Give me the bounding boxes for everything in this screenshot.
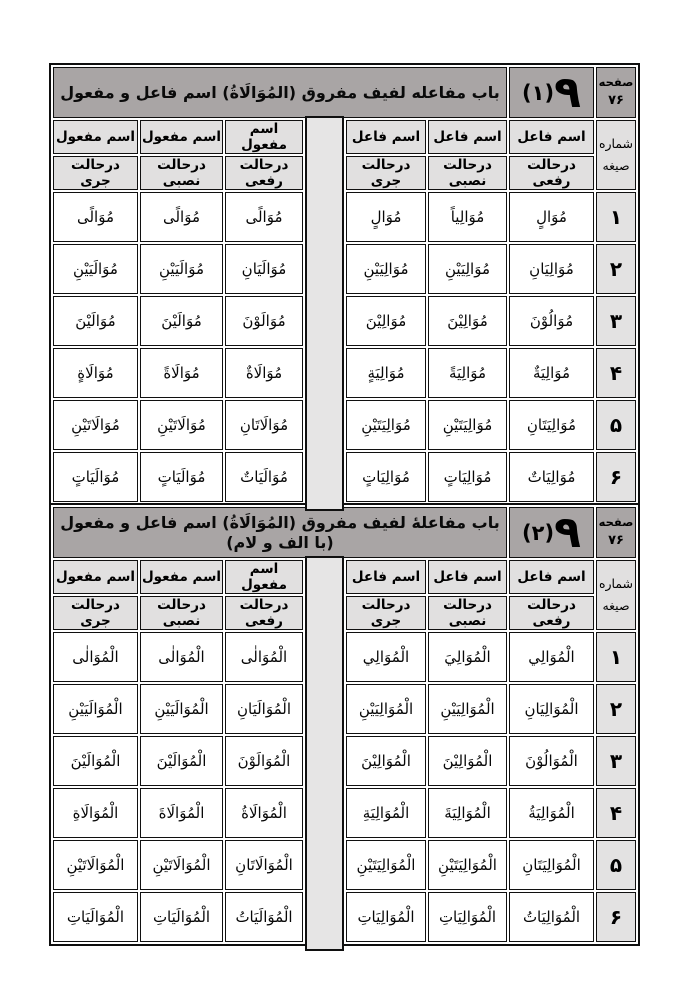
table-row (53, 400, 636, 450)
col-header-mafoul: اسم مفعول (140, 560, 223, 594)
cell-fael-raf: الْمُوَالِي (509, 632, 594, 682)
table-row (53, 892, 636, 942)
cell-mafoul-jarr: مُوَالَيَيْنِ (53, 244, 138, 294)
cell-fael-raf: الْمُوَالِيَتَانِ (509, 840, 594, 890)
row-number: ۳ (596, 736, 636, 786)
cell-fael-jarr: الْمُوَالِيَتَيْنِ (346, 840, 426, 890)
cell-mafoul-nasb: الْمُوَالَيْنَ (140, 736, 223, 786)
cell-mafoul-raf: الْمُوَالَاةُ (225, 788, 303, 838)
cell-mafoul-raf: الْمُوَالَوْنَ (225, 736, 303, 786)
table-row (53, 348, 636, 398)
row-number-header-line2: صيغه (602, 598, 630, 613)
cell-fael-nasb: الْمُوَالِيْنَ (428, 736, 507, 786)
col-header-fael: اسم فاعل (428, 120, 507, 154)
table-row (53, 736, 636, 786)
col-header-mafoul: اسم مفعول (140, 120, 223, 154)
cell-fael-nasb: الْمُوَالِيَ (428, 632, 507, 682)
cell-mafoul-jarr: الْمُوَالَيْنَ (53, 736, 138, 786)
lesson-number-sub: (۲) (522, 520, 555, 545)
table-title: باب مفاعلهٔ لفيف مفروق (المُوَالَاةُ) اسم فاعل و مفعول (با الف و لام) (53, 507, 507, 558)
cell-fael-nasb: الْمُوَالِيَةَ (428, 788, 507, 838)
cell-fael-jarr: الْمُوَالِيَةِ (346, 788, 426, 838)
col-header-fael: اسم فاعل (346, 560, 426, 594)
lesson-number-big: ۹ (554, 66, 581, 118)
cell-mafoul-nasb: الْمُوَالٰى (140, 632, 223, 682)
cell-fael-raf: مُوَالِيَانِ (509, 244, 594, 294)
header-row-group (53, 120, 636, 154)
col-header-mafoul: اسم مفعول (225, 560, 303, 594)
row-number: ۴ (596, 788, 636, 838)
header-row-case (53, 156, 636, 190)
cell-mafoul-raf: مُوَالَاةٌ (225, 348, 303, 398)
cell-mafoul-nasb: الْمُوَالَاةَ (140, 788, 223, 838)
cell-mafoul-jarr: الْمُوَالَاةِ (53, 788, 138, 838)
table-row (53, 452, 636, 502)
cell-fael-jarr: مُوَالِيَيْنِ (346, 244, 426, 294)
col-header-case-raf: درحالت رفعی (509, 596, 594, 630)
cell-mafoul-nasb: الْمُوَالَيَيْنِ (140, 684, 223, 734)
cell-mafoul-jarr: مُوَالَيَاتٍ (53, 452, 138, 502)
table-row (53, 244, 636, 294)
cell-fael-nasb: مُوَالِيْنَ (428, 296, 507, 346)
cell-mafoul-nasb: مُوَالَاةً (140, 348, 223, 398)
col-header-case-jarr: درحالت جری (53, 156, 138, 190)
row-number: ۱ (596, 632, 636, 682)
col-header-mafoul: اسم مفعول (225, 120, 303, 154)
title-row (53, 67, 636, 118)
cell-mafoul-raf: الْمُوَالَيَانِ (225, 684, 303, 734)
cell-mafoul-nasb: الْمُوَالَيَاتِ (140, 892, 223, 942)
col-header-case-nasb: درحالت نصبی (140, 596, 223, 630)
cell-mafoul-jarr: الْمُوَالَاتَيْنِ (53, 840, 138, 890)
row-number-header (596, 120, 636, 190)
row-number-header-line1: شماره (598, 136, 634, 152)
row-number: ۶ (596, 892, 636, 942)
divider-bar (305, 556, 344, 951)
cell-fael-jarr: الْمُوَالِي (346, 632, 426, 682)
row-number: ۵ (596, 400, 636, 450)
cell-fael-nasb: مُوَالِيَتَيْنِ (428, 400, 507, 450)
row-number: ۵ (596, 840, 636, 890)
table-row (53, 684, 636, 734)
page-number: ۷۶ (608, 533, 624, 549)
col-header-case-nasb: درحالت نصبی (428, 596, 507, 630)
page-number: ۷۶ (608, 93, 624, 109)
col-header-case-raf: درحالت رفعی (509, 156, 594, 190)
col-header-case-nasb: درحالت نصبی (140, 156, 223, 190)
table-title: باب مفاعله لفيف مفروق (المُوَالَاةُ) اسم فاعل و مفعول (53, 67, 507, 118)
cell-mafoul-jarr: مُوَالَاةٍ (53, 348, 138, 398)
cell-fael-jarr: الْمُوَالِيْنَ (346, 736, 426, 786)
lesson-number (509, 67, 594, 118)
cell-mafoul-jarr: الْمُوَالَيَيْنِ (53, 684, 138, 734)
cell-mafoul-raf: مُوَالَاتَانِ (225, 400, 303, 450)
page-label: صفحه (598, 75, 634, 90)
cell-mafoul-jarr: مُوَالًى (53, 192, 138, 242)
divider-bar (305, 116, 344, 511)
cell-mafoul-nasb: مُوَالَيْنَ (140, 296, 223, 346)
cell-fael-raf: الْمُوَالِيَاتُ (509, 892, 594, 942)
cell-mafoul-raf: الْمُوَالٰى (225, 632, 303, 682)
cell-fael-raf: مُوَالِيَةٌ (509, 348, 594, 398)
cell-fael-nasb: مُوَالِيَيْنِ (428, 244, 507, 294)
row-number-header (596, 560, 636, 630)
cell-mafoul-nasb: مُوَالَيَاتٍ (140, 452, 223, 502)
cell-fael-raf: مُوَالِيَتَانِ (509, 400, 594, 450)
cell-fael-nasb: الْمُوَالِيَيْنِ (428, 684, 507, 734)
col-header-fael: اسم فاعل (428, 560, 507, 594)
cell-mafoul-raf: الْمُوَالَيَاتُ (225, 892, 303, 942)
divider-column (305, 120, 344, 502)
table-row (53, 840, 636, 890)
cell-mafoul-nasb: مُوَالَاتَيْنِ (140, 400, 223, 450)
header-row-case (53, 596, 636, 630)
cell-fael-nasb: الْمُوَالِيَاتِ (428, 892, 507, 942)
cell-mafoul-jarr: مُوَالَيْنَ (53, 296, 138, 346)
col-header-case-jarr: درحالت جری (346, 156, 426, 190)
cell-fael-nasb: مُوَالِيَاتٍ (428, 452, 507, 502)
row-number-header-line2: صيغه (602, 158, 630, 173)
cell-fael-raf: الْمُوَالُوْنَ (509, 736, 594, 786)
page-reference (596, 67, 636, 118)
page-reference (596, 507, 636, 558)
cell-fael-raf: الْمُوَالِيَةُ (509, 788, 594, 838)
cell-mafoul-jarr: الْمُوَالٰى (53, 632, 138, 682)
col-header-fael: اسم فاعل (346, 120, 426, 154)
cell-mafoul-raf: الْمُوَالَاتَانِ (225, 840, 303, 890)
col-header-mafoul: اسم مفعول (53, 120, 138, 154)
cell-fael-nasb: مُوَالِيَةً (428, 348, 507, 398)
divider-column (305, 560, 344, 942)
table-row (53, 296, 636, 346)
lesson-number-big: ۹ (554, 506, 581, 558)
table-row (53, 192, 636, 242)
cell-fael-jarr: مُوَالِيَتَيْنِ (346, 400, 426, 450)
col-header-fael: اسم فاعل (509, 120, 594, 154)
title-row (53, 507, 636, 558)
cell-mafoul-raf: مُوَالَيَاتٌ (225, 452, 303, 502)
cell-fael-nasb: الْمُوَالِيَتَيْنِ (428, 840, 507, 890)
lesson-number (509, 507, 594, 558)
cell-fael-jarr: الْمُوَالِيَاتِ (346, 892, 426, 942)
cell-mafoul-nasb: الْمُوَالَاتَيْنِ (140, 840, 223, 890)
lesson-number-sub: (۱) (522, 80, 555, 105)
col-header-case-raf: درحالت رفعی (225, 596, 303, 630)
conjugation-table-1 (49, 63, 640, 506)
cell-fael-jarr: مُوَالِيَةٍ (346, 348, 426, 398)
row-number: ۱ (596, 192, 636, 242)
table-row (53, 788, 636, 838)
page-label: صفحه (598, 515, 634, 530)
header-row-group (53, 560, 636, 594)
cell-mafoul-raf: مُوَالًى (225, 192, 303, 242)
cell-fael-jarr: مُوَالِيْنَ (346, 296, 426, 346)
cell-fael-jarr: مُوَالٍ (346, 192, 426, 242)
col-header-mafoul: اسم مفعول (53, 560, 138, 594)
cell-fael-raf: مُوَالُوْنَ (509, 296, 594, 346)
col-header-case-nasb: درحالت نصبی (428, 156, 507, 190)
row-number: ۳ (596, 296, 636, 346)
row-number: ۲ (596, 244, 636, 294)
cell-fael-raf: الْمُوَالِيَانِ (509, 684, 594, 734)
cell-mafoul-raf: مُوَالَوْنَ (225, 296, 303, 346)
cell-fael-jarr: الْمُوَالِيَيْنِ (346, 684, 426, 734)
cell-fael-jarr: مُوَالِيَاتٍ (346, 452, 426, 502)
table-row (53, 632, 636, 682)
col-header-case-jarr: درحالت جری (53, 596, 138, 630)
cell-fael-raf: مُوَالٍ (509, 192, 594, 242)
row-number: ۴ (596, 348, 636, 398)
row-number: ۲ (596, 684, 636, 734)
col-header-fael: اسم فاعل (509, 560, 594, 594)
cell-fael-raf: مُوَالِيَاتٌ (509, 452, 594, 502)
cell-fael-nasb: مُوَالِياً (428, 192, 507, 242)
col-header-case-raf: درحالت رفعی (225, 156, 303, 190)
cell-mafoul-jarr: مُوَالَاتَيْنِ (53, 400, 138, 450)
conjugation-table-2 (49, 503, 640, 946)
row-number-header-line1: شماره (598, 576, 634, 592)
row-number: ۶ (596, 452, 636, 502)
col-header-case-jarr: درحالت جری (346, 596, 426, 630)
cell-mafoul-nasb: مُوَالًى (140, 192, 223, 242)
cell-mafoul-raf: مُوَالَيَانِ (225, 244, 303, 294)
cell-mafoul-jarr: الْمُوَالَيَاتِ (53, 892, 138, 942)
cell-mafoul-nasb: مُوَالَيَيْنِ (140, 244, 223, 294)
